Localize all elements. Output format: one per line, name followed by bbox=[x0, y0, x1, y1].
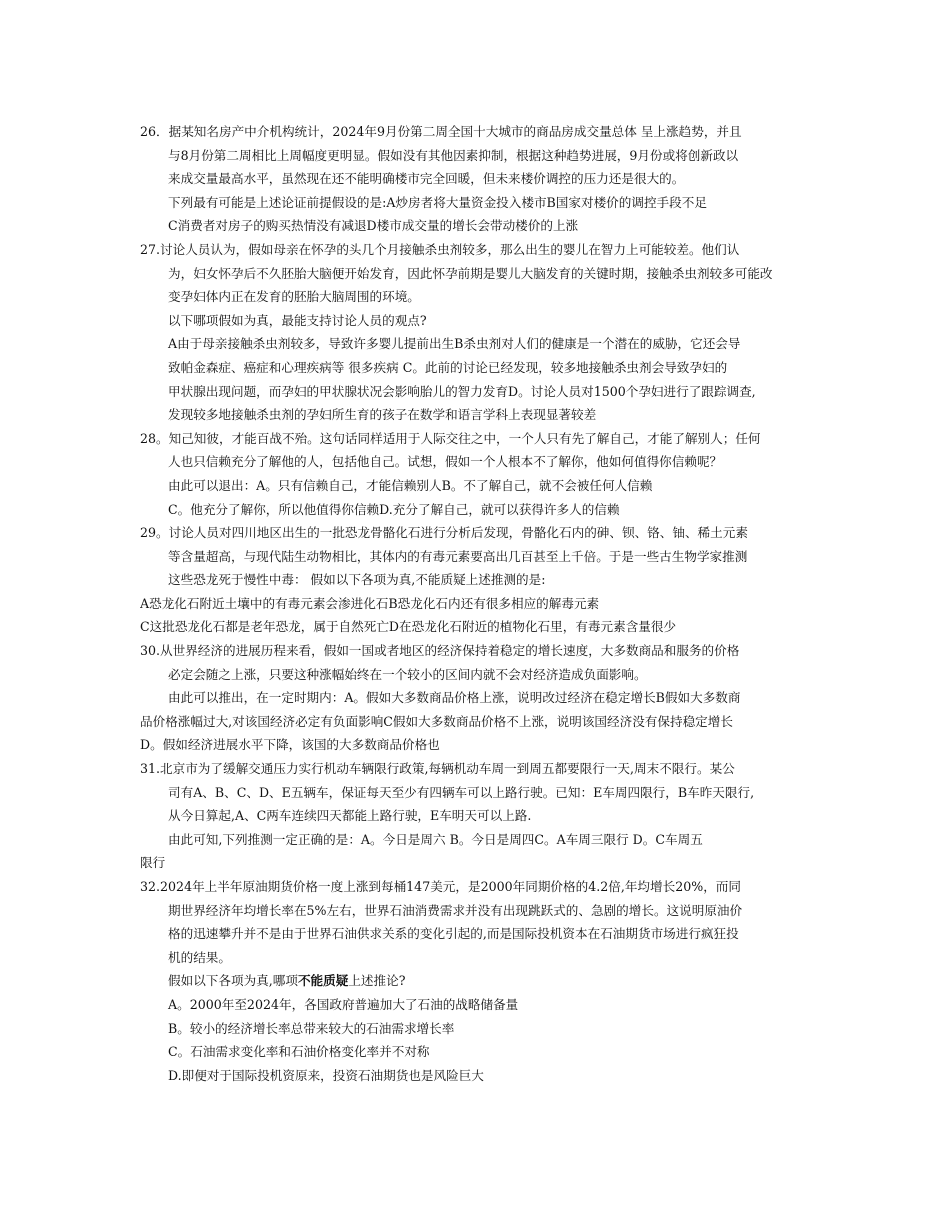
prompt-emphasis: 不能质疑 bbox=[297, 973, 349, 989]
text-line: A恐龙化石附近土壤中的有毒元素会渗进化石B恐龙化石内还有很多相应的解毒元素 bbox=[140, 595, 600, 611]
text-line: 必定会随之上涨，只要这种涨幅始终在一个较小的区间内就不会对经济造成负面影响。 bbox=[168, 666, 647, 682]
text-line: 发现较多地接触杀虫剂的孕妇所生育的孩子在数学和语言学科上表现显著较差 bbox=[168, 407, 597, 423]
text-line: 来成交量最高水平，虽然现在还不能明确楼市完全回暖，但未来楼价调控的压力还是很大的。 bbox=[168, 171, 685, 187]
answer-option: B。较小的经济增长率总带来较大的石油需求增长率 bbox=[168, 1020, 455, 1036]
text-line: C消费者对房子的购买热情没有减退D楼市成交量的增长会带动楼价的上涨 bbox=[168, 218, 579, 234]
text-line: 从今日算起,A、C两车连续四天都能上路行驶，E车明天可以上路. bbox=[168, 808, 532, 824]
answer-option: A。2000年至2024年，各国政府普遍加大了石油的战略储备量 bbox=[168, 996, 519, 1012]
text-line: 格的迅速攀升并不是由于世界石油供求关系的变化引起的,而是国际投机资本在石油期货市场进行疯狂投 bbox=[168, 926, 739, 942]
text-line: 变孕妇体内正在发育的胚胎大脑周围的环境。 bbox=[168, 289, 420, 305]
prompt-text: 假如以下各项为真,哪项 bbox=[168, 973, 298, 989]
text-line: 为，妇女怀孕后不久胚胎大脑便开始发育，因此怀孕前期是婴儿大脑发育的关键时期，接触杀虫剂较多可能改 bbox=[168, 265, 773, 281]
text-line: 32.2024年上半年原油期货价格一度上涨到每桶147美元，是2000年同期价格的4.2倍,年均增长20%，而同 bbox=[140, 879, 741, 894]
text-line: 限行 bbox=[140, 855, 166, 871]
text-line: 人也只信赖充分了解他的人，包括他自己。试想，假如一个人根本不了解你，他如何值得你信赖呢？ bbox=[168, 454, 723, 470]
question-32-prompt bbox=[140, 969, 820, 993]
text-line: 29。讨论人员对四川地区出生的一批恐龙骨骼化石进行分析后发现，骨骼化石内的砷、钡、铬、铀、稀土元素 bbox=[140, 525, 748, 541]
text-line: 期世界经济年均增长率在5%左右，世界石油消费需求并没有出现跳跃式的、急剧的增长。这说明原油价 bbox=[168, 902, 743, 918]
text-line: 下列最有可能是上述论证前提假设的是:A炒房者将大量资金投入楼市B国家对楼价的调控手段不足 bbox=[168, 194, 707, 210]
text-line: 31.北京市为了缓解交通压力实行机动车辆限行政策,每辆机动车周一到周五都要限行一天,周末不限行。某公 bbox=[140, 761, 735, 777]
answer-option: C。石油需求变化率和石油价格变化率并不对称 bbox=[168, 1044, 430, 1060]
text-line: 以下哪项假如为真，最能支持讨论人员的观点? bbox=[168, 312, 427, 328]
text-line: D。假如经济进展水平下降，该国的大多数商品价格也 bbox=[140, 737, 440, 753]
question-text bbox=[140, 120, 820, 1087]
text-line: 26．据某知名房产中介机构统计，2024年9月份第二周全国十大城市的商品房成交量总体 呈上涨趋势，并且 bbox=[140, 124, 742, 139]
text-line: 由此可知,下列推测一定正确的是：A。今日是周六 B。今日是周四C。A车周三限行 D。C车周五 bbox=[168, 831, 703, 847]
answer-option: D.即便对于国际投机资原来，投资石油期货也是风险巨大 bbox=[168, 1067, 484, 1083]
text-line: 甲状腺出现问题，而孕妇的甲状腺状况会影响胎儿的智力发育D。讨论人员对1500个孕妇进行了跟踪调查, bbox=[168, 383, 756, 399]
text-line: 由此可以推出，在一定时期内：A。假如大多数商品价格上涨，说明改过经济在稳定增长B假如大多数商 bbox=[168, 690, 741, 706]
text-line: 机的结果。 bbox=[168, 949, 231, 965]
text-line: 致帕金森症、癌症和心理疾病等 很多疾病 C。此前的讨论已经发现，较多地接触杀虫剂会导致孕妇的 bbox=[168, 359, 728, 375]
text-line: 27.讨论人员认为，假如母亲在怀孕的头几个月接触杀虫剂较多，那么出生的婴儿在智力上可能较差。他们认 bbox=[140, 241, 740, 257]
text-line: 由此可以退出：A。只有信赖自己，才能信赖别人B。不了解自己，就不会被任何人信赖 bbox=[168, 477, 653, 493]
text-line: 28。知己知彼，才能百战不殆。这句话同样适用于人际交往之中，一个人只有先了解自己，才能了解别人；任何 bbox=[140, 430, 761, 446]
text-line: 30.从世界经济的进展历程来看，假如一国或者地区的经济保持着稳定的增长速度，大多数商品和服务的价格 bbox=[140, 643, 740, 659]
text-line: 与8月份第二周相比上周幅度更明显。假如没有其他因素抑制，根据这种趋势进展，9月份或将创新政以 bbox=[168, 147, 739, 163]
text-line: C这批恐龙化石都是老年恐龙，属于自然死亡D在恐龙化石附近的植物化石里，有毒元素含量很少 bbox=[140, 619, 677, 635]
text-line: 司有A、B、C、D、E五辆车，保证每天至少有四辆车可以上路行驶。已知：E车周四限行，B车昨天限行, bbox=[168, 784, 755, 800]
text-line: 等含量超高，与现代陆生动物相比，其体内的有毒元素要高出几百甚至上千倍。于是一些古生物学家推测 bbox=[168, 548, 748, 564]
text-line: C。他充分了解你，所以他值得你信赖D.充分了解自己，就可以获得许多人的信赖 bbox=[168, 501, 620, 517]
text-line: 品价格涨幅过大,对该国经济必定有负面影响C假如大多数商品价格不上涨，说明该国经济没有保持稳定增长 bbox=[140, 713, 733, 729]
text-line: 这些恐龙死于慢性中毒： 假如以下各项为真,不能质疑上述推测的是: bbox=[168, 572, 546, 588]
prompt-text: 上述推论? bbox=[348, 973, 406, 989]
text-line: A由于母亲接触杀虫剂较多，导致许多婴儿提前出生B杀虫剂对人们的健康是一个潜在的威胁，它还会导 bbox=[168, 336, 741, 352]
